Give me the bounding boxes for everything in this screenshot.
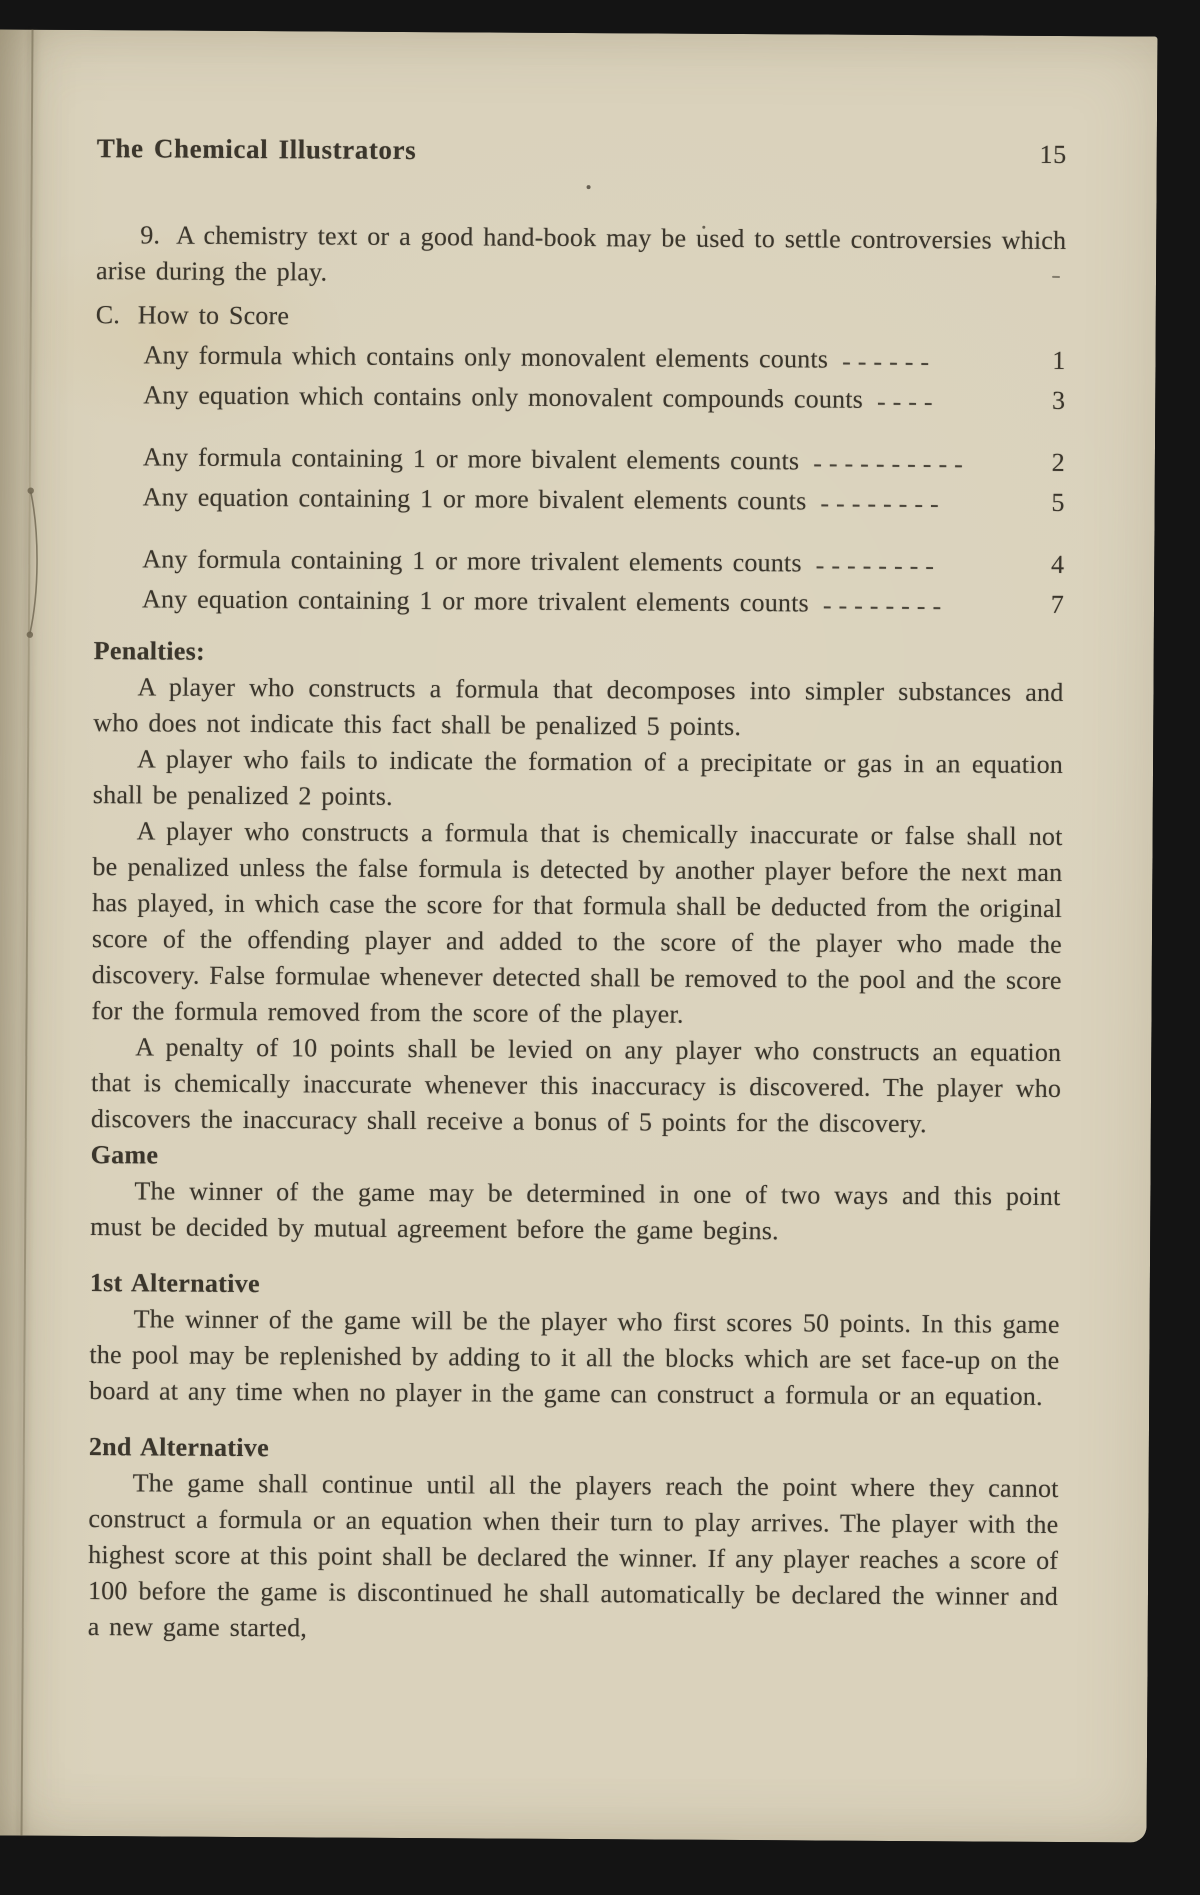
- score-item: [142, 579, 1064, 625]
- score-item-text: Any formula which contains only monovalent elements counts: [143, 340, 829, 374]
- score-item-text: Any equation which contains only monovalent compounds counts: [143, 380, 864, 414]
- score-item-text: Any equation containing 1 or more trivalent elements counts: [141, 584, 809, 618]
- game-heading: Game: [90, 1140, 159, 1170]
- score-item: [143, 477, 1065, 523]
- penalty-paragraph-1: A player who constructs a formula that decomposes into simpler substances and who does not indicate this fact shall be penalized 5 points.: [93, 672, 1064, 742]
- penalty-paragraph-4: A penalty of 10 points shall be levied on any player who constructs an equation that is chemically inaccurate whenever this inaccuracy is discovered. The player who discovers the inaccuracy shall receive a bonus of 5 points for the discovery.: [90, 1032, 1062, 1139]
- score-item-leader-dashes: --------: [822, 590, 949, 621]
- score-item-leader-dashes: ------: [842, 346, 937, 377]
- game-paragraph: The winner of the game may be determined in one of two ways and this point must be decided by mutual agreement before the game begins.: [90, 1176, 1061, 1246]
- running-header: [97, 130, 1067, 173]
- second-alternative-paragraph: The game shall continue until all the players reach the point where they cannot construct a formula or an equation when their turn to play arrives. The player with the highest score at this point shall be declared the winner. If any player reaches a score of 100 before the game is discontinued he shall automatically be declared the winner and a new game started,: [87, 1468, 1059, 1643]
- binding-stitch-icon: [20, 478, 45, 648]
- rule-item-text: A chemistry text or a good hand-book may be used to settle controversies which arise during the play.: [95, 220, 1067, 287]
- section-label: C.: [95, 300, 121, 330]
- page-content: [88, 30, 1068, 1651]
- score-item-leader-dashes: --------: [820, 488, 946, 519]
- first-alternative-paragraph: The winner of the game will be the player who first scores 50 points. In this game the pool may be replenished by adding to it all the blocks which are set face-up on the board at any time when no player in the game can construct a formula or an equation.: [89, 1304, 1060, 1411]
- score-item-points: 3: [1051, 385, 1066, 416]
- first-alternative-heading: 1st Alternative: [89, 1268, 260, 1299]
- page-title: The Chemical Illustrators: [96, 133, 417, 166]
- score-item-text: Any equation containing 1 or more bivalent elements counts: [142, 482, 807, 516]
- score-item-leader-dashes: ----------: [813, 448, 970, 479]
- score-item: [143, 335, 1065, 381]
- score-group-trivalent: [142, 539, 1064, 625]
- penalty-paragraph-3: A player who constructs a formula that is chemically inaccurate or false shall not be penalized unless the false formula is detected by another player before the next man has played, in which case the score for that formula shall be deducted from the original score of the offending player and added to the score of the player who made the discovery. False formulae whenever detected shall be removed to the pool and the score for the formula removed from the score of the player.: [91, 816, 1063, 1029]
- score-list: [142, 335, 1066, 625]
- score-item-points: 7: [1050, 589, 1065, 619]
- score-item: [142, 539, 1064, 585]
- penalties-heading: Penalties:: [93, 636, 206, 666]
- score-item-points: 4: [1050, 549, 1065, 579]
- rule-item-number: 9.: [140, 220, 161, 250]
- score-item-points: 5: [1051, 487, 1065, 518]
- score-item: [143, 375, 1065, 421]
- second-alternative-heading: 2nd Alternative: [88, 1432, 270, 1463]
- score-item-points: 1: [1052, 345, 1066, 376]
- binding-crease: [20, 30, 33, 1836]
- score-item-leader-dashes: ----: [876, 386, 940, 417]
- score-item-leader-dashes: --------: [815, 550, 942, 581]
- score-group-bivalent: [143, 437, 1065, 523]
- page-number: 15: [1039, 139, 1067, 170]
- score-item-text: Any formula containing 1 or more bivalent elements counts: [142, 442, 800, 476]
- score-item-text: Any formula containing 1 or more trivalent elements counts: [142, 544, 802, 578]
- section-heading: How to Score: [137, 300, 290, 331]
- book-page: [0, 29, 1158, 1842]
- rule-item-9: [96, 217, 1066, 295]
- score-item: [143, 437, 1065, 483]
- score-group-monovalent: [143, 335, 1065, 421]
- section-c-heading-row: [96, 297, 1066, 339]
- score-item-points: 2: [1051, 447, 1065, 478]
- penalty-paragraph-2: A player who fails to indicate the formation of a precipitate or gas in an equation shall be penalized 2 points.: [92, 744, 1064, 811]
